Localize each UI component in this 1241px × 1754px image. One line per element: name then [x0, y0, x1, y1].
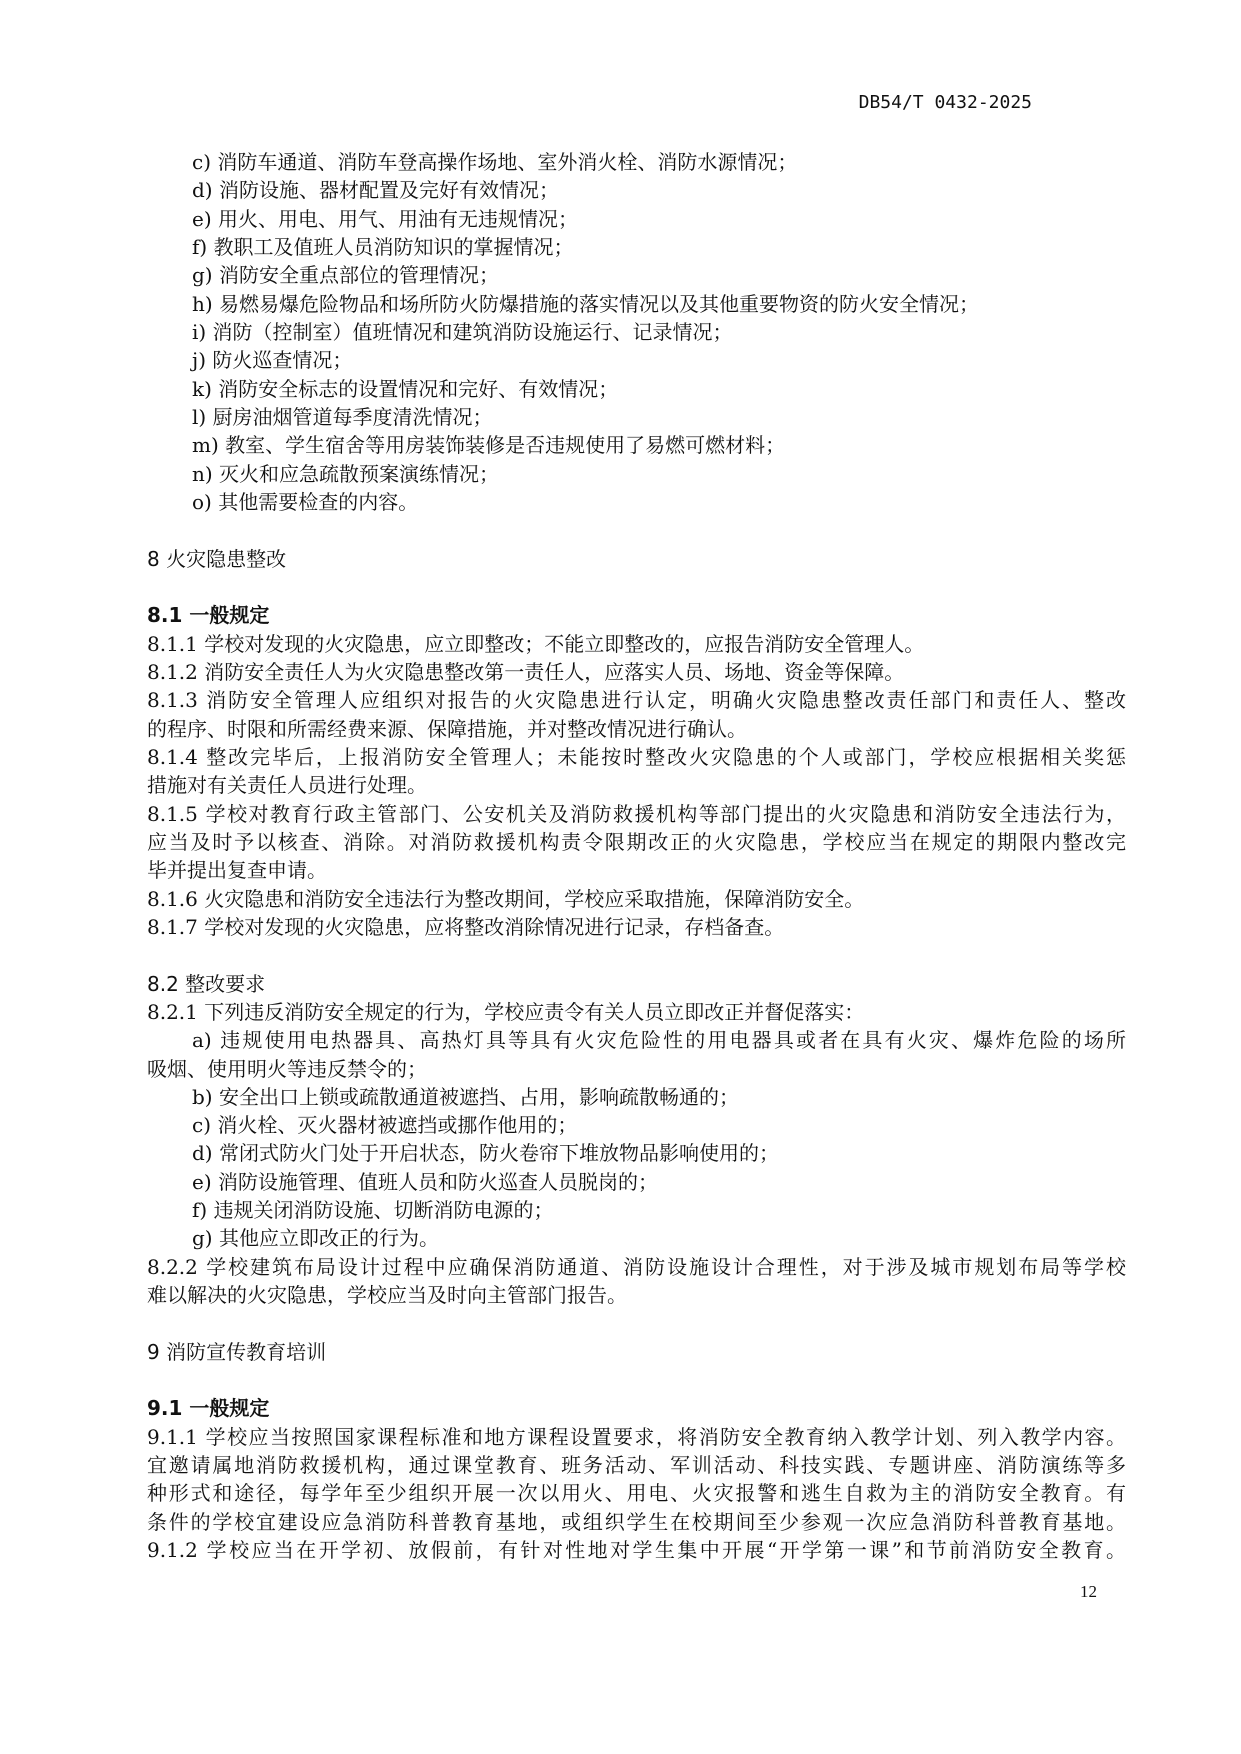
list-item: f) 教职工及值班人员消防知识的掌握情况； — [192, 234, 574, 259]
document-body — [147, 148, 1126, 1564]
page-number: 12 — [1080, 1582, 1097, 1601]
clause-8-1-5-cont: 毕并提出复查申请。 — [147, 858, 327, 883]
section-8-2-heading: 8.2 整改要求 — [147, 971, 266, 996]
clause-8-1-7: 8.1.7 学校对发现的火灾隐患，应将整改消除情况进行记录，存档备查。 — [147, 914, 785, 939]
clause-8-2-2: 8.2.2 学校建筑布局设计过程中应确保消防通道、消防设施设计合理性，对于涉及城市规划布局等学校 — [147, 1254, 1126, 1279]
list-item: h) 易燃易爆危险物品和场所防火防爆措施的落实情况以及其他重要物资的防火安全情况； — [192, 291, 980, 316]
clause-9-1-1: 9.1.1 学校应当按照国家课程标准和地方课程设置要求，将消防安全教育纳入教学计划、列入教学内容。 — [147, 1424, 1126, 1449]
list-item: i) 消防（控制室）值班情况和建筑消防设施运行、记录情况； — [192, 319, 733, 344]
clause-9-1-1-cont: 种形式和途径，每学年至少组织开展一次以用火、用电、火灾报警和逃生自救为主的消防安全教育。有 — [147, 1481, 1126, 1506]
clause-8-1-5-cont: 应当及时予以核查、消除。对消防救援机构责令限期改正的火灾隐患，学校应当在规定的期限内整改完 — [147, 829, 1126, 854]
clause-8-1-2: 8.1.2 消防安全责任人为火灾隐患整改第一责任人，应落实人员、场地、资金等保障。 — [147, 659, 905, 684]
clause-8-1-4-cont: 措施对有关责任人员进行处理。 — [147, 773, 427, 798]
list-item: g) 其他应立即改正的行为。 — [192, 1226, 439, 1251]
section-9-heading: 9 消防宣传教育培训 — [147, 1339, 327, 1364]
list-item: d) 常闭式防火门处于开启状态，防火卷帘下堆放物品影响使用的； — [192, 1141, 779, 1166]
list-item: g) 消防安全重点部位的管理情况； — [192, 263, 499, 288]
list-item: j) 防火巡查情况； — [192, 348, 353, 373]
list-item-cont: 吸烟、使用明火等违反禁令的； — [147, 1056, 427, 1081]
list-item: e) 用火、用电、用气、用油有无违规情况； — [192, 206, 578, 231]
document-code-header: DB54/T 0432-2025 — [858, 92, 1032, 113]
clause-8-1-5: 8.1.5 学校对教育行政主管部门、公安机关及消防救援机构等部门提出的火灾隐患和消防安全违法行为， — [147, 801, 1126, 826]
list-item: m) 教室、学生宿舍等用房装饰装修是否违规使用了易燃可燃材料； — [192, 433, 786, 458]
list-item: b) 安全出口上锁或疏散通道被遮挡、占用，影响疏散畅通的； — [192, 1084, 739, 1109]
clause-9-1-1-cont: 宜邀请属地消防救援机构，通过课堂教育、班务活动、军训活动、科技实践、专题讲座、消防演练等多 — [147, 1453, 1126, 1478]
clause-8-1-1: 8.1.1 学校对发现的火灾隐患，应立即整改；不能立即整改的，应报告消防安全管理人。 — [147, 631, 925, 656]
list-item: c) 消防车通道、消防车登高操作场地、室外消火栓、消防水源情况； — [192, 150, 798, 174]
section-8-heading: 8 火灾隐患整改 — [147, 546, 287, 571]
inspection-list — [147, 148, 1126, 516]
clause-8-1-4: 8.1.4 整改完毕后，上报消防安全管理人；未能按时整改火灾隐患的个人或部门，学校应根据相关奖惩 — [147, 744, 1126, 769]
section-9-1-heading: 9.1 一般规定 — [147, 1396, 270, 1421]
list-item: a) 违规使用电热器具、高热灯具等具有火灾危险性的用电器具或者在具有火灾、爆炸危险的场所 — [192, 1028, 1126, 1053]
clause-8-2-2-cont: 难以解决的火灾隐患，学校应当及时向主管部门报告。 — [147, 1283, 627, 1308]
clause-9-1-1-cont: 条件的学校宜建设应急消防科普教育基地，或组织学生在校期间至少参观一次应急消防科普教育基地。 — [147, 1509, 1126, 1534]
clause-9-1-2: 9.1.2 学校应当在开学初、放假前，有针对性地对学生集中开展“开学第一课”和节前消防安全教育。 — [147, 1538, 1126, 1563]
list-item: c) 消火栓、灭火器材被遮挡或挪作他用的； — [192, 1113, 578, 1138]
clause-8-1-3: 8.1.3 消防安全管理人应组织对报告的火灾隐患进行认定，明确火灾隐患整改责任部门和责任人、整改 — [147, 688, 1126, 713]
list-item: f) 违规关闭消防设施、切断消防电源的； — [192, 1198, 554, 1223]
list-item: e) 消防设施管理、值班人员和防火巡查人员脱岗的； — [192, 1169, 658, 1194]
clause-8-1-3-cont: 的程序、时限和所需经费来源、保障措施，并对整改情况进行确认。 — [147, 716, 747, 741]
list-item: o) 其他需要检查的内容。 — [192, 489, 419, 514]
clause-8-2-1: 8.2.1 下列违反消防安全规定的行为，学校应责令有关人员立即改正并督促落实： — [147, 999, 865, 1024]
clause-8-1-6: 8.1.6 火灾隐患和消防安全违法行为整改期间，学校应采取措施，保障消防安全。 — [147, 886, 865, 911]
list-item: n) 灭火和应急疏散预案演练情况； — [192, 461, 500, 486]
list-item: d) 消防设施、器材配置及完好有效情况； — [192, 178, 559, 203]
section-8-1-heading: 8.1 一般规定 — [147, 603, 270, 628]
list-item: l) 厨房油烟管道每季度清洗情况； — [192, 404, 493, 429]
list-item: k) 消防安全标志的设置情况和完好、有效情况； — [192, 376, 619, 401]
